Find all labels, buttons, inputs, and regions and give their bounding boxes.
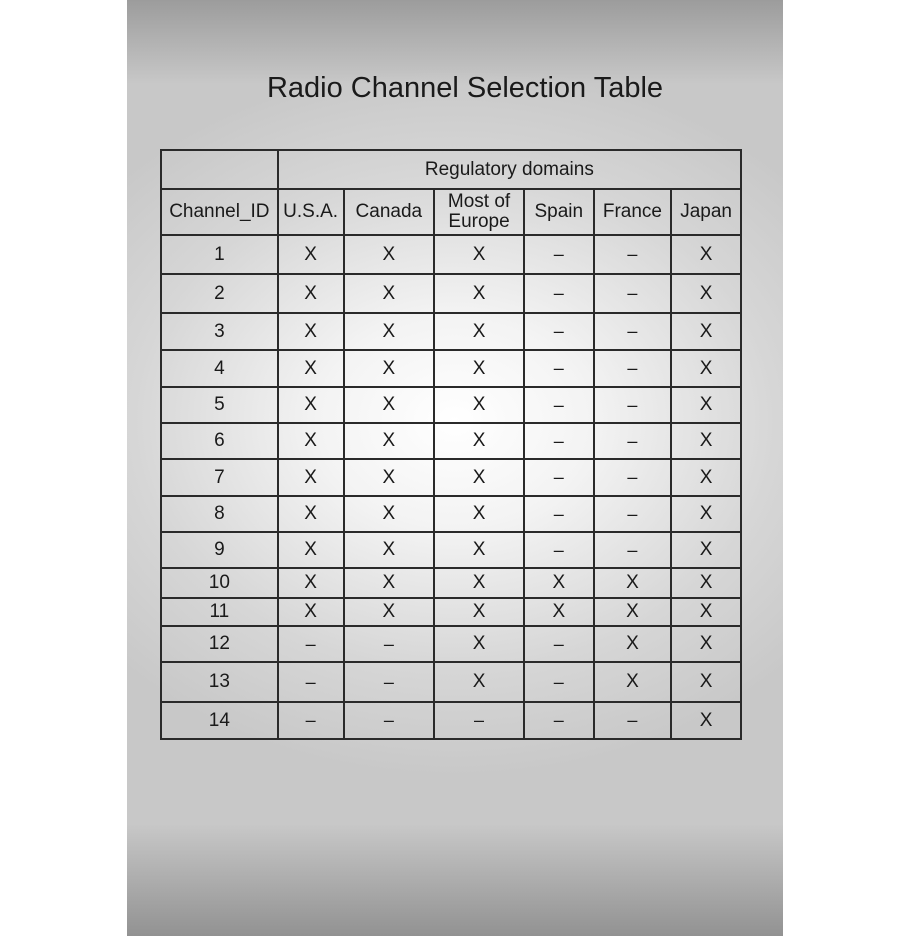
- table-body: [161, 235, 741, 739]
- domain-mark-cell: X: [434, 568, 524, 598]
- domain-mark-cell: X: [278, 313, 344, 350]
- channel-id-cell: 9: [161, 532, 278, 568]
- domain-mark-cell: X: [524, 568, 594, 598]
- domain-mark-cell: X: [434, 350, 524, 387]
- table-row: [161, 598, 741, 626]
- table-row: [161, 459, 741, 496]
- header-corner-cell: [161, 150, 278, 189]
- table-row: [161, 496, 741, 532]
- channel-id-cell: 8: [161, 496, 278, 532]
- domain-mark-cell: –: [524, 532, 594, 568]
- domain-header-most-of-europe-label: Most of Europe: [447, 191, 511, 232]
- domain-mark-cell: –: [524, 423, 594, 459]
- domain-mark-cell: –: [594, 532, 672, 568]
- channel-id-cell: 2: [161, 274, 278, 313]
- domain-mark-cell: X: [278, 274, 344, 313]
- domain-mark-cell: –: [594, 423, 672, 459]
- domain-mark-cell: X: [344, 568, 435, 598]
- channel-id-cell: 6: [161, 423, 278, 459]
- domain-mark-cell: X: [344, 532, 435, 568]
- domain-mark-cell: –: [434, 702, 524, 739]
- domain-header-most-of-europe: [434, 189, 524, 235]
- domain-header-france: France: [594, 189, 672, 235]
- domain-mark-cell: X: [671, 459, 741, 496]
- domain-mark-cell: –: [594, 459, 672, 496]
- channel-id-cell: 14: [161, 702, 278, 739]
- domain-mark-cell: –: [524, 235, 594, 274]
- domain-header-spain: Spain: [524, 189, 594, 235]
- domain-mark-cell: X: [344, 387, 435, 423]
- domain-header-usa: U.S.A.: [278, 189, 344, 235]
- domain-mark-cell: –: [594, 496, 672, 532]
- channel-id-cell: 7: [161, 459, 278, 496]
- domain-mark-cell: X: [671, 496, 741, 532]
- domain-mark-cell: –: [524, 387, 594, 423]
- channel-table: [160, 149, 742, 740]
- domain-mark-cell: X: [594, 626, 672, 662]
- domain-mark-cell: –: [594, 274, 672, 313]
- domain-mark-cell: –: [524, 662, 594, 702]
- domain-mark-cell: –: [524, 459, 594, 496]
- domain-mark-cell: X: [671, 387, 741, 423]
- domain-mark-cell: X: [344, 313, 435, 350]
- domain-mark-cell: X: [434, 274, 524, 313]
- domain-mark-cell: X: [671, 568, 741, 598]
- domain-mark-cell: X: [671, 598, 741, 626]
- document-page: [127, 0, 783, 936]
- domain-mark-cell: X: [278, 459, 344, 496]
- domain-mark-cell: X: [344, 350, 435, 387]
- domain-mark-cell: –: [524, 702, 594, 739]
- domain-mark-cell: X: [671, 662, 741, 702]
- domain-mark-cell: X: [278, 532, 344, 568]
- domain-mark-cell: X: [434, 459, 524, 496]
- domain-mark-cell: –: [594, 702, 672, 739]
- domain-mark-cell: X: [671, 313, 741, 350]
- table-row: [161, 350, 741, 387]
- domain-mark-cell: X: [434, 313, 524, 350]
- domain-mark-cell: –: [524, 626, 594, 662]
- table-row: [161, 662, 741, 702]
- domain-mark-cell: X: [524, 598, 594, 626]
- domain-mark-cell: X: [594, 568, 672, 598]
- domain-mark-cell: X: [278, 350, 344, 387]
- domain-mark-cell: X: [594, 662, 672, 702]
- domain-mark-cell: X: [434, 662, 524, 702]
- domain-mark-cell: X: [434, 496, 524, 532]
- domain-mark-cell: X: [434, 235, 524, 274]
- channel-id-cell: 13: [161, 662, 278, 702]
- domain-mark-cell: –: [344, 662, 435, 702]
- domain-mark-cell: X: [434, 626, 524, 662]
- domain-mark-cell: –: [344, 702, 435, 739]
- domain-mark-cell: X: [671, 350, 741, 387]
- page-title: Radio Channel Selection Table: [266, 72, 664, 104]
- channel-id-cell: 3: [161, 313, 278, 350]
- domain-mark-cell: X: [344, 423, 435, 459]
- domain-mark-cell: X: [434, 423, 524, 459]
- domain-mark-cell: X: [278, 387, 344, 423]
- table-row: [161, 423, 741, 459]
- domain-mark-cell: X: [671, 274, 741, 313]
- domain-mark-cell: –: [524, 274, 594, 313]
- channel-id-cell: 5: [161, 387, 278, 423]
- domain-mark-cell: X: [278, 423, 344, 459]
- domain-mark-cell: X: [278, 598, 344, 626]
- domain-mark-cell: –: [594, 235, 672, 274]
- table-row: [161, 313, 741, 350]
- channel-id-cell: 1: [161, 235, 278, 274]
- domain-mark-cell: X: [344, 274, 435, 313]
- table-row: [161, 274, 741, 313]
- domain-mark-cell: X: [671, 532, 741, 568]
- domain-mark-cell: X: [344, 459, 435, 496]
- channel-id-cell: 4: [161, 350, 278, 387]
- channel-id-cell: 12: [161, 626, 278, 662]
- domain-mark-cell: –: [524, 313, 594, 350]
- domain-mark-cell: X: [671, 626, 741, 662]
- channel-id-cell: 10: [161, 568, 278, 598]
- domain-mark-cell: –: [344, 626, 435, 662]
- regulatory-domains-header: Regulatory domains: [278, 150, 741, 189]
- domain-mark-cell: X: [278, 568, 344, 598]
- domain-mark-cell: X: [671, 423, 741, 459]
- domain-mark-cell: X: [344, 598, 435, 626]
- domain-mark-cell: X: [434, 532, 524, 568]
- domain-header-japan: Japan: [671, 189, 741, 235]
- table-row: [161, 568, 741, 598]
- channel-id-cell: 11: [161, 598, 278, 626]
- domain-mark-cell: –: [278, 702, 344, 739]
- table-row: [161, 626, 741, 662]
- domain-mark-cell: X: [278, 235, 344, 274]
- channel-id-header: Channel_ID: [161, 189, 278, 235]
- domain-mark-cell: –: [524, 350, 594, 387]
- domain-mark-cell: –: [594, 350, 672, 387]
- table-row: [161, 387, 741, 423]
- domain-mark-cell: X: [594, 598, 672, 626]
- domain-mark-cell: –: [278, 662, 344, 702]
- table-row: [161, 235, 741, 274]
- domain-header-canada: Canada: [344, 189, 435, 235]
- domain-mark-cell: –: [278, 626, 344, 662]
- domain-mark-cell: X: [671, 235, 741, 274]
- domain-mark-cell: –: [594, 313, 672, 350]
- domain-mark-cell: –: [524, 496, 594, 532]
- domain-mark-cell: X: [344, 235, 435, 274]
- table-row: [161, 702, 741, 739]
- domain-mark-cell: X: [671, 702, 741, 739]
- domain-mark-cell: –: [594, 387, 672, 423]
- domain-mark-cell: X: [434, 598, 524, 626]
- domain-mark-cell: X: [278, 496, 344, 532]
- table-row: [161, 532, 741, 568]
- domain-mark-cell: X: [434, 387, 524, 423]
- domain-mark-cell: X: [344, 496, 435, 532]
